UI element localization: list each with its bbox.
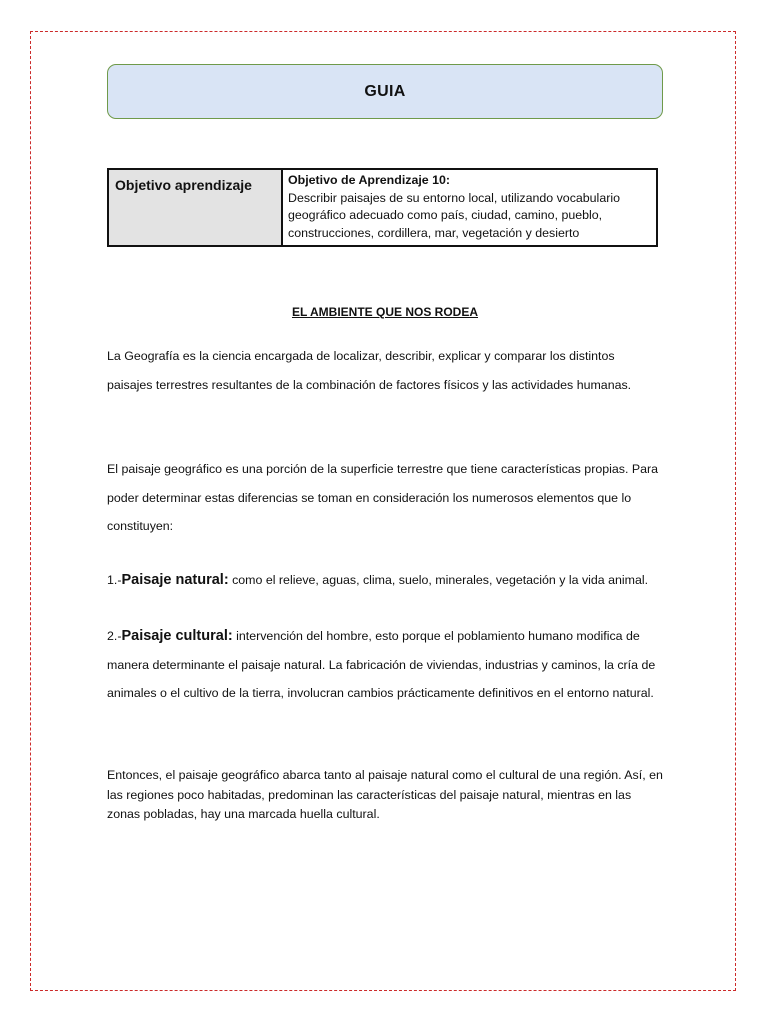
objective-row [108, 169, 657, 246]
paragraph-geography-definition: La Geografía es la ciencia encargada de localizar, describir, explicar y comparar los distintos paisajes terrestres resultantes de la combinación de factores físicos y las actividades humanas. [107, 349, 632, 392]
list-number: 1.- [107, 573, 122, 587]
natural-landscape-description: como el relieve, aguas, clima, suelo, minerales, vegetación y la vida animal. [228, 573, 649, 587]
section-title: EL AMBIENTE QUE NOS RODEA [291, 305, 479, 319]
list-item-natural-landscape [107, 566, 663, 594]
list-number: 2.- [107, 629, 122, 643]
objective-heading: Objetivo de Aprendizaje 10: [288, 173, 451, 187]
cultural-landscape-description: intervención del hombre, esto porque el poblamiento humano modifica de manera determinante el paisaje natural. La fabricación de viviendas, industrias y caminos, la cría de animales o el cultivo de la tierra, involucran cambios prácticamente definitivos en el entorno natural. [107, 629, 656, 700]
guide-title [107, 64, 663, 119]
list-item-cultural-landscape [107, 622, 663, 708]
term-natural-landscape: Paisaje natural: [121, 572, 229, 588]
paragraph-conclusion: Entonces, el paisaje geográfico abarca tanto al paisaje natural como el cultural de una región. Así, en las regiones poco habitadas, predominan las características del paisaje natural, mientras en las zonas pobladas, hay una marcada huella cultural. [107, 768, 663, 821]
paragraph-landscape-definition: El paisaje geográfico es una porción de la superficie terrestre que tiene características propias. Para poder determinar estas diferencias se toman en consideración los numerosos elementos que lo constituyen: [107, 462, 658, 533]
objective-text: Describir paisajes de su entorno local, utilizando vocabulario geográfico adecuado como país, ciudad, camino, pueblo, construcciones, cordillera, mar, vegetación y desierto [288, 190, 620, 240]
guide-title-text: GUIA [364, 82, 406, 100]
objective-content-cell [282, 169, 657, 246]
objective-table [107, 168, 658, 247]
objective-label-cell [108, 169, 282, 246]
objective-label: Objetivo aprendizaje [115, 177, 252, 193]
term-cultural-landscape: Paisaje cultural: [121, 628, 233, 644]
